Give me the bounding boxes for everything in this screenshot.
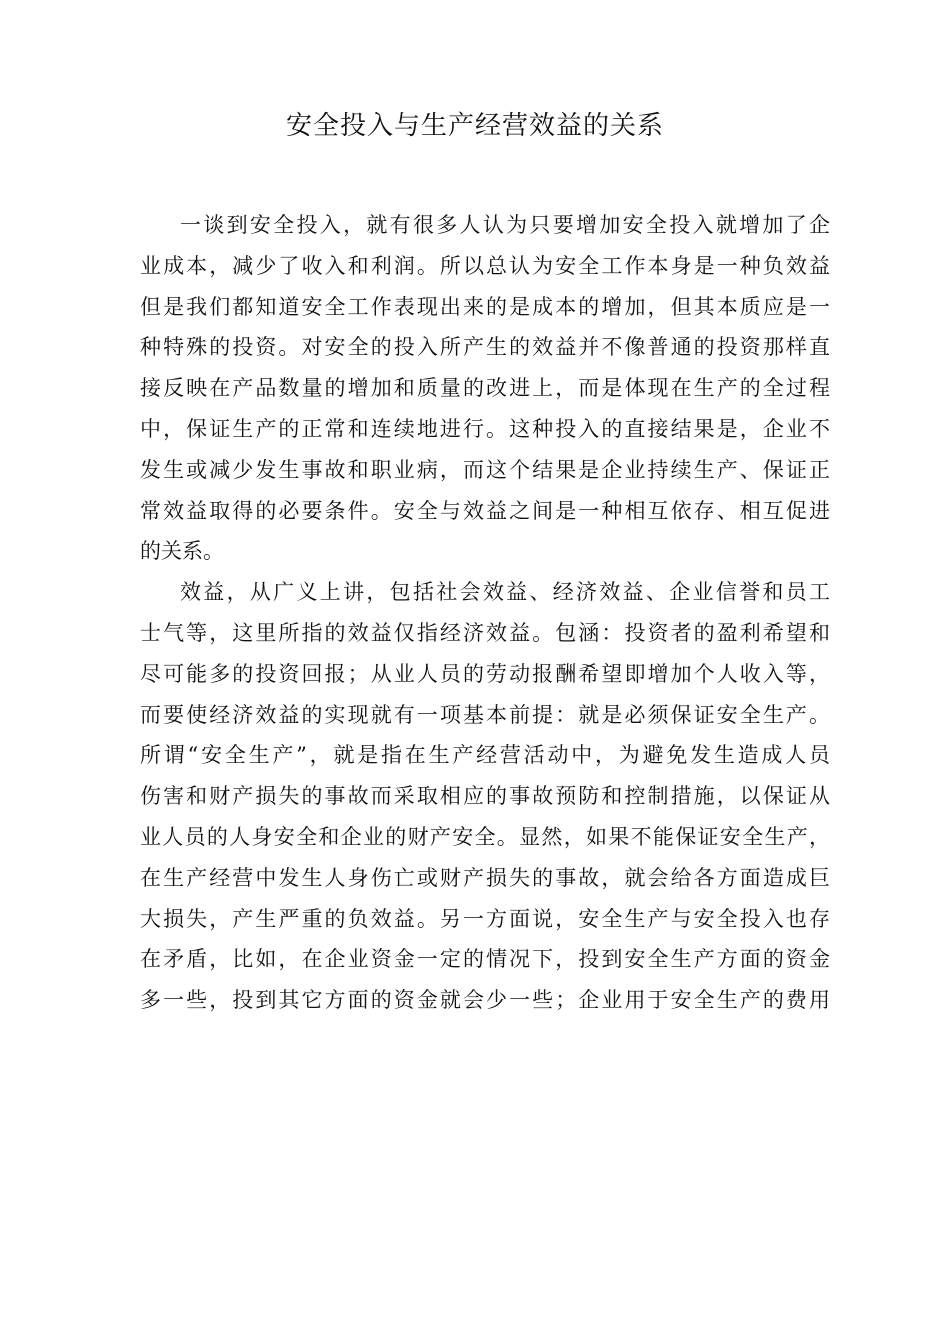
paragraph-1-line-1: 一谈到安全投入，就有很多人认为只要增加安全投入就增加了企 [180,213,830,237]
paragraph-2-line-1: 效益，从广义上讲，包括社会效益、经济效益、企业信誉和员工 [180,580,830,605]
paragraph-2-line-2: 士气等，这里所指的效益仅指经济效益。包涵：投资者的盈利希望和 [140,620,830,645]
paragraph-1-line-3: 但是我们都知道安全工作表现出来的是成本的增加，但其本质应是一 [140,294,830,319]
paragraph-2-line-11: 多一些，投到其它方面的资金就会少一些；企业用于安全生产的费用 [140,988,830,1013]
paragraph-2-line-3: 尽可能多的投资回报；从业人员的劳动报酬希望即增加个人收入等， [140,661,830,686]
paragraph-2-line-5: 所谓“安全生产”，就是指在生产经营活动中，为避免发生造成人员 [140,743,830,768]
paragraph-1-line-6: 中，保证生产的正常和连续地进行。这种投入的直接结果是，企业不 [140,416,830,441]
paragraph-1-line-9: 的关系。 [140,539,224,564]
paragraph-1-line-8: 常效益取得的必要条件。安全与效益之间是一种相互依存、相互促进 [140,498,830,523]
paragraph-1-line-5: 接反映在产品数量的增加和质量的改进上，而是体现在生产的全过程 [140,376,830,401]
paragraph-2-line-8: 在生产经营中发生人身伤亡或财产损失的事故，就会给各方面造成巨 [140,865,830,890]
paragraph-2-line-4: 而要使经济效益的实现就有一项基本前提：就是必须保证安全生产。 [140,702,830,727]
paragraph-2-line-6: 伤害和财产损失的事故而采取相应的事故预防和控制措施，以保证从 [140,784,830,809]
document-body [140,205,830,1021]
paragraph-1-line-2: 业成本，减少了收入和利润。所以总认为安全工作本身是一种负效益 [140,253,830,278]
paragraph-2-line-10: 在矛盾，比如，在企业资金一定的情况下，投到安全生产方面的资金 [140,947,830,972]
document-title: 安全投入与生产经营效益的关系 [285,111,664,141]
paragraph-2-line-7: 业人员的人身安全和企业的财产安全。显然，如果不能保证安全生产， [140,824,830,849]
paragraph-2-line-9: 大损失，产生严重的负效益。另一方面说，安全生产与安全投入也存 [140,906,830,931]
paragraph-1-line-4: 种特殊的投资。对安全的投入所产生的效益并不像普通的投资那样直 [140,335,830,360]
paragraph-1-line-7: 发生或减少发生事故和职业病，而这个结果是企业持续生产、保证正 [140,457,830,482]
